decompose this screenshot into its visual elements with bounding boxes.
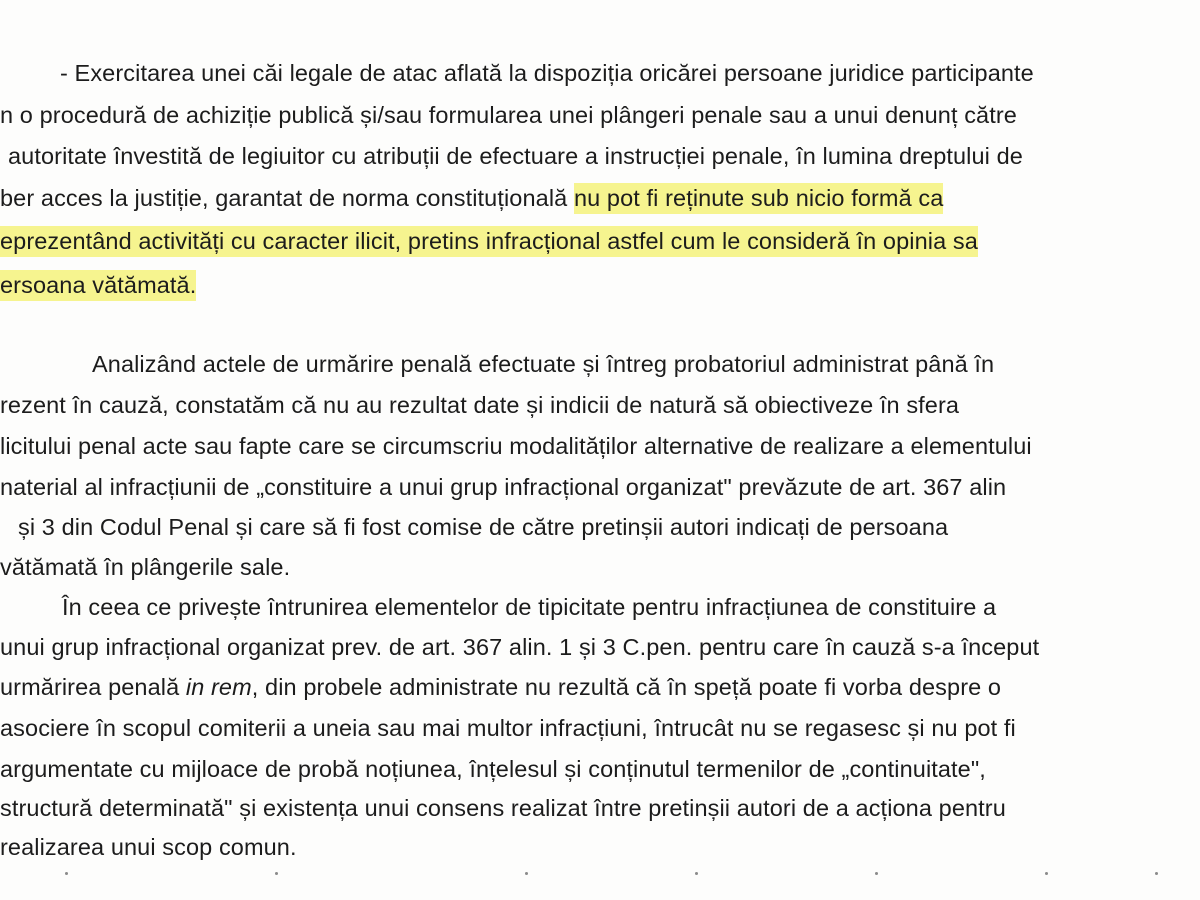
italic-latin-term: in rem bbox=[185, 674, 252, 700]
paragraph-3-line-1: În ceea ce privește întrunirea elementelor de tipicitate pentru infracțiunea de constituire a bbox=[62, 594, 997, 620]
paragraph-2-line-4: naterial al infracțiunii de „constituire a unui grup infracțional organizat" prevăzute de art. 367 alin bbox=[0, 474, 1007, 500]
paragraph-3-line-4: asociere în scopul comiterii a uneia sau mai multor infracțiuni, întrucât nu se regasesc și nu pot fi bbox=[0, 715, 1016, 741]
paragraph-3-line-5: argumentate cu mijloace de probă noțiunea, înțelesul și conținutul termenilor de „continuitate", bbox=[0, 756, 986, 782]
paragraph-3-line-3 bbox=[0, 672, 1001, 704]
paragraph-1-line-4 bbox=[0, 183, 943, 215]
paragraph-3-line-2: unui grup infracțional organizat prev. de art. 367 alin. 1 și 3 C.pen. pentru care în cauză s-a început bbox=[0, 634, 1040, 660]
paragraph-3-line-6: structură determinată" și existența unui consens realizat între pretinșii autori de a acționa pentru bbox=[0, 795, 1006, 821]
paragraph-2-line-6: vătămată în plângerile sale. bbox=[0, 554, 291, 580]
paragraph-3-line-7: realizarea unui scop comun. bbox=[0, 834, 297, 860]
highlighted-text: ersoana vătămată. bbox=[0, 270, 196, 301]
paragraph-2-line-2: rezent în cauză, constatăm că nu au rezultat date și indicii de natură să obiectiveze în sfera bbox=[0, 392, 960, 418]
paragraph-1-line-1: - Exercitarea unei căi legale de atac aflată la dispoziția oricărei persoane juridice participante bbox=[60, 60, 1034, 86]
paragraph-1-line-6 bbox=[0, 270, 196, 302]
paragraph-3-line-3-start: urmărirea penală bbox=[0, 674, 186, 700]
scan-noise-marks bbox=[55, 872, 1175, 882]
paragraph-1-line-3: autoritate învestită de legiuitor cu atribuții de efectuare a instrucției penale, în lumina dreptului de bbox=[8, 143, 1023, 169]
paragraph-1-line-5 bbox=[0, 226, 978, 258]
paragraph-2-line-5: și 3 din Codul Penal și care să fi fost comise de către pretinșii autori indicați de persoana bbox=[18, 514, 949, 540]
highlighted-text: eprezentând activități cu caracter ilicit, pretins infracțional astfel cum le consideră în opinia sa bbox=[0, 226, 978, 257]
paragraph-1-line-2: n o procedură de achiziție publică și/sau formularea unei plângeri penale sau a unui denunț către bbox=[0, 102, 1017, 128]
paragraph-1-line-4-text: ber acces la justiție, garantat de norma constituțională bbox=[0, 185, 568, 211]
paragraph-3-line-3-end: , din probele administrate nu rezultă că în speță poate fi vorba despre o bbox=[251, 674, 1002, 700]
paragraph-2-line-3: licitului penal acte sau fapte care se circumscriu modalităților alternative de realizare a elementului bbox=[0, 433, 1032, 459]
highlighted-text: nu pot fi reținute sub nicio formă ca bbox=[574, 183, 943, 214]
paragraph-2-line-1: Analizând actele de urmărire penală efectuate și întreg probatoriul administrat până în bbox=[92, 351, 995, 377]
